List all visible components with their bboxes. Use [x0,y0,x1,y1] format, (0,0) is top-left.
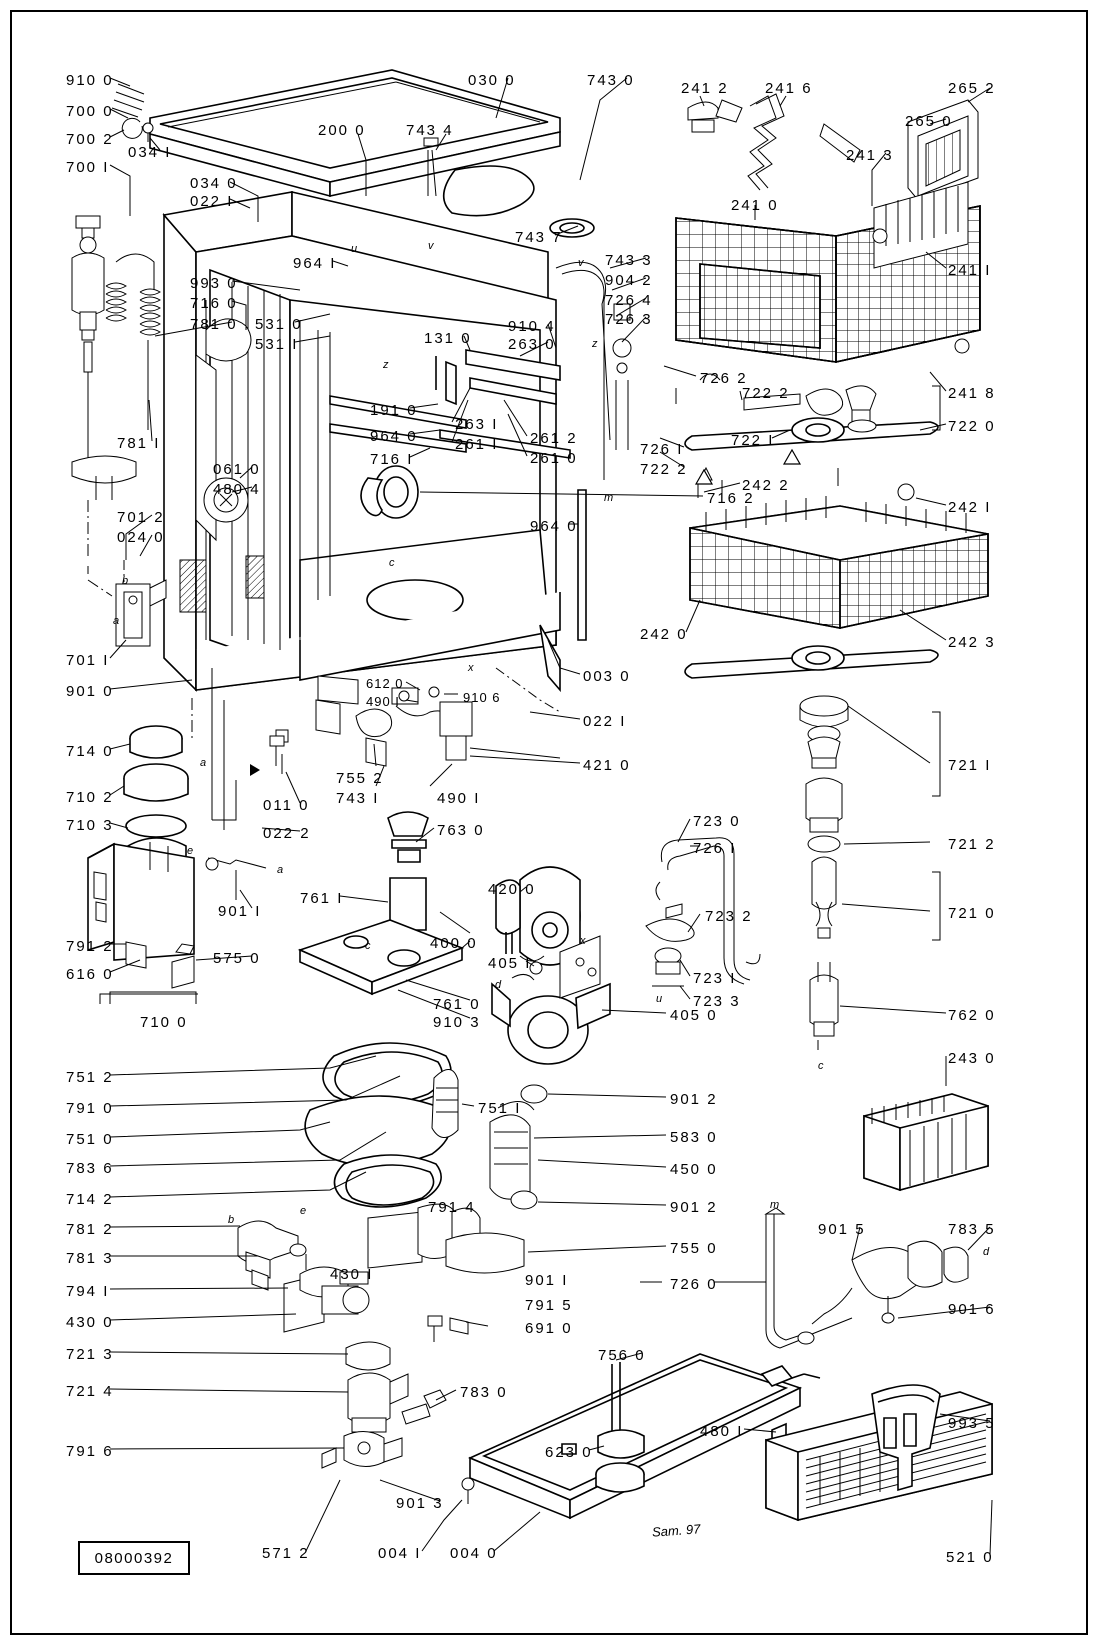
part-label: 791 0 [66,1100,114,1117]
part-label: 531 0 [255,316,303,333]
callout-letter: e [187,845,194,857]
part-label: 024 0 [117,529,165,546]
part-label: 034 I [128,144,172,161]
part-label: 726 4 [605,292,653,309]
part-label: 450 0 [670,1161,718,1178]
part-label: 722 2 [640,461,688,478]
part-label: 716 0 [190,295,238,312]
part-label: 722 2 [742,385,790,402]
part-label: 061 0 [213,461,261,478]
part-label: 265 2 [948,80,996,97]
part-label: 480 I [700,1423,744,1440]
part-label: 791 6 [66,1443,114,1460]
part-label: 700 0 [66,103,114,120]
part-label: 003 0 [583,668,631,685]
part-label: 781 I [117,435,161,452]
part-label: 781 2 [66,1221,114,1238]
part-label: 781 0 [190,316,238,333]
part-label: 751 2 [66,1069,114,1086]
part-label: 490 I [437,790,481,807]
part-label: 783 0 [460,1384,508,1401]
part-label: 242 I [948,499,992,516]
part-label: 421 0 [583,757,631,774]
part-label: 761 0 [433,996,481,1013]
part-label: 901 5 [818,1221,866,1238]
callout-letter: z [592,338,598,350]
part-number-box: 08000392 [78,1541,190,1575]
part-label: 755 0 [670,1240,718,1257]
part-label: 131 0 [424,330,472,347]
callout-letter: u [351,243,358,255]
part-label: 710 0 [140,1014,188,1031]
part-label: 243 0 [948,1050,996,1067]
part-label: 022 I [190,193,234,210]
part-label: 743 I [336,790,380,807]
part-label: 241 2 [681,80,729,97]
part-label: 726 2 [700,370,748,387]
part-label: 783 6 [66,1160,114,1177]
part-label: 265 0 [905,113,953,130]
part-label: 721 3 [66,1346,114,1363]
part-label: 901 I [218,903,262,920]
part-label: 743 0 [587,72,635,89]
callout-letter: a [113,615,120,627]
part-label: 755 2 [336,770,384,787]
part-label: 721 0 [948,905,996,922]
callout-letter: c [365,940,371,952]
part-label: 993 5 [948,1415,996,1432]
part-label: 623 0 [545,1444,593,1461]
part-label: 490 I [366,694,400,709]
callout-letter: b [122,575,129,587]
part-label: 791 5 [525,1297,573,1314]
part-label: 710 3 [66,817,114,834]
part-label: 904 2 [605,272,653,289]
part-label: 701 2 [117,509,165,526]
callout-letter: e [300,1205,307,1217]
part-label: 726 I [640,441,684,458]
part-label: 726 3 [605,311,653,328]
part-label: 034 0 [190,175,238,192]
part-label: 762 0 [948,1007,996,1024]
part-label: 910 6 [463,690,501,705]
part-label: 691 0 [525,1320,573,1337]
part-label: 263 0 [508,336,556,353]
part-label: 901 6 [948,1301,996,1318]
part-label: 783 5 [948,1221,996,1238]
callout-letter: c [389,557,395,569]
part-label: 901 3 [396,1495,444,1512]
part-label: 710 2 [66,789,114,806]
part-label: 993 0 [190,275,238,292]
callout-letter: d [495,979,502,991]
part-label: 964 I [293,255,337,272]
part-label: 241 0 [731,197,779,214]
part-label: 794 I [66,1283,110,1300]
part-label: 901 0 [66,683,114,700]
part-label: 910 3 [433,1014,481,1031]
part-label: 723 2 [705,908,753,925]
part-label: 030 0 [468,72,516,89]
signature: Sam. 97 [651,1521,701,1540]
part-label: 723 I [693,970,737,987]
part-label: 714 2 [66,1191,114,1208]
part-label: 571 2 [262,1545,310,1562]
part-label: 261 2 [530,430,578,447]
part-label: 242 3 [948,634,996,651]
part-label: 261 I [455,436,499,453]
part-label: 901 I [525,1272,569,1289]
part-label: 700 I [66,159,110,176]
part-label: 723 3 [693,993,741,1010]
part-label: 004 I [378,1545,422,1562]
part-label: 263 I [455,416,499,433]
part-label: 791 2 [66,938,114,955]
part-label: 531 I [255,336,299,353]
part-label: 726 I [693,840,737,857]
part-label: 964 0 [530,518,578,535]
callout-letter: d [983,1246,990,1258]
part-label: 722 I [731,432,775,449]
part-label: 701 I [66,652,110,669]
part-label: 241 6 [765,80,813,97]
part-label: 743 4 [406,122,454,139]
part-label: 242 0 [640,626,688,643]
part-label: 575 0 [213,950,261,967]
part-label: 583 0 [670,1129,718,1146]
part-label: 430 0 [66,1314,114,1331]
part-label: 405 I [488,955,532,972]
part-label: 761 I [300,890,344,907]
callout-letter: a [200,757,207,769]
part-label: 430 I [330,1266,374,1283]
callout-letter: z [383,359,389,371]
part-label: 901 2 [670,1091,718,1108]
part-label: 241 8 [948,385,996,402]
part-label: 004 0 [450,1545,498,1562]
part-label: 763 0 [437,822,485,839]
part-label: 716 2 [707,490,755,507]
part-label: 022 2 [263,825,311,842]
part-label: 200 0 [318,122,366,139]
part-label: 405 0 [670,1007,718,1024]
callout-letter: v [428,240,434,252]
callout-letter: b [228,1214,235,1226]
callout-letter: a [277,864,284,876]
part-label: 400 0 [430,935,478,952]
part-label: 241 I [948,262,992,279]
part-label: 722 0 [948,418,996,435]
callout-letter: u [656,993,663,1005]
part-label: 242 2 [742,477,790,494]
part-label: 726 0 [670,1276,718,1293]
callout-letter: c [818,1060,824,1072]
callout-letter: m [604,492,614,504]
part-label: 901 2 [670,1199,718,1216]
part-label: 261 0 [530,450,578,467]
part-label: 521 0 [946,1549,994,1566]
part-label: 700 2 [66,131,114,148]
part-label: 743 3 [605,252,653,269]
callout-letter: m [770,1199,780,1211]
part-label: 791 4 [428,1199,476,1216]
part-label: 756 0 [598,1347,646,1364]
callout-letter: x [468,662,474,674]
part-label: 723 0 [693,813,741,830]
callout-letter: x [580,935,586,947]
part-label: 910 0 [66,72,114,89]
part-label: 721 2 [948,836,996,853]
part-label: 743 7 [515,229,563,246]
part-label: 721 4 [66,1383,114,1400]
part-label: 721 I [948,757,992,774]
part-label: 910 4 [508,318,556,335]
callout-letter: v [578,257,584,269]
part-label: 022 I [583,713,627,730]
part-label: 751 I [478,1100,522,1117]
part-label: 241 3 [846,147,894,164]
part-label: 191 0 [370,402,418,419]
part-label: 420 0 [488,881,536,898]
part-label: 751 0 [66,1131,114,1148]
part-label: 781 3 [66,1250,114,1267]
part-label: 716 I [370,451,414,468]
part-label: 011 0 [263,797,310,814]
part-label: 480 4 [213,481,261,498]
part-label: 714 0 [66,743,114,760]
part-label: 612 0 [366,676,404,691]
part-label: 616 0 [66,966,114,983]
part-label: 964 0 [370,428,418,445]
